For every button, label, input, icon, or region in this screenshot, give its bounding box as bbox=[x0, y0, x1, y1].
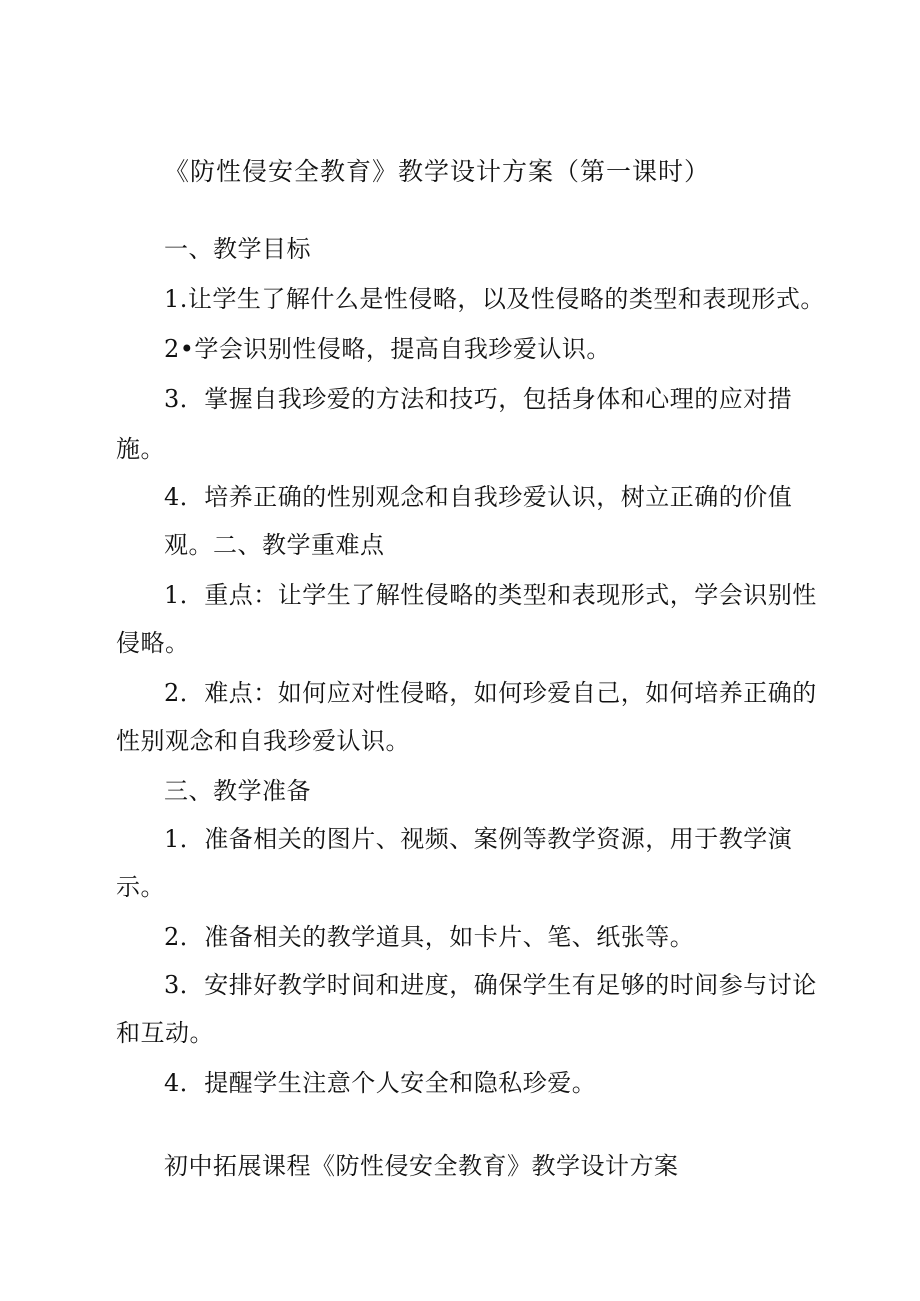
paragraph-line: 3．掌握自我珍爱的方法和技巧，包括身体和心理的应对措 bbox=[164, 385, 793, 413]
paragraph-line: 侵略。 bbox=[116, 629, 190, 657]
paragraph-line: 4．培养正确的性别观念和自我珍爱认识，树立正确的价值 bbox=[164, 483, 793, 511]
paragraph-line: 1．重点：让学生了解性侵略的类型和表现形式，学会识别性 bbox=[164, 581, 817, 609]
paragraph-line: 1．准备相关的图片、视频、案例等教学资源，用于教学演 bbox=[164, 825, 793, 853]
paragraph-line: 示。 bbox=[116, 873, 165, 901]
paragraph-line: 观。二、教学重难点 bbox=[164, 531, 385, 559]
section-heading: 三、教学准备 bbox=[164, 777, 311, 805]
paragraph-line: 3．安排好教学时间和进度，确保学生有足够的时间参与讨论 bbox=[164, 971, 817, 999]
paragraph-line: 2．难点：如何应对性侵略，如何珍爱自己，如何培养正确的 bbox=[164, 679, 817, 707]
paragraph-line: 4．提醒学生注意个人安全和隐私珍爱。 bbox=[164, 1069, 597, 1097]
document-title: 《防性侵安全教育》教学设计方案（第一课时） bbox=[164, 157, 711, 186]
paragraph-line: 和互动。 bbox=[116, 1019, 214, 1047]
footer-title: 初中拓展课程《防性侵安全教育》教学设计方案 bbox=[164, 1152, 679, 1180]
paragraph-line: 2．准备相关的教学道具，如卡片、笔、纸张等。 bbox=[164, 923, 695, 951]
paragraph-line: 1.让学生了解什么是性侵略，以及性侵略的类型和表现形式。 bbox=[164, 285, 825, 313]
paragraph-line: 2•学会识别性侵略，提高自我珍爱认识。 bbox=[164, 335, 611, 363]
paragraph-line: 性别观念和自我珍爱认识。 bbox=[116, 727, 410, 755]
section-heading: 一、教学目标 bbox=[164, 235, 311, 263]
paragraph-line: 施。 bbox=[116, 435, 165, 463]
